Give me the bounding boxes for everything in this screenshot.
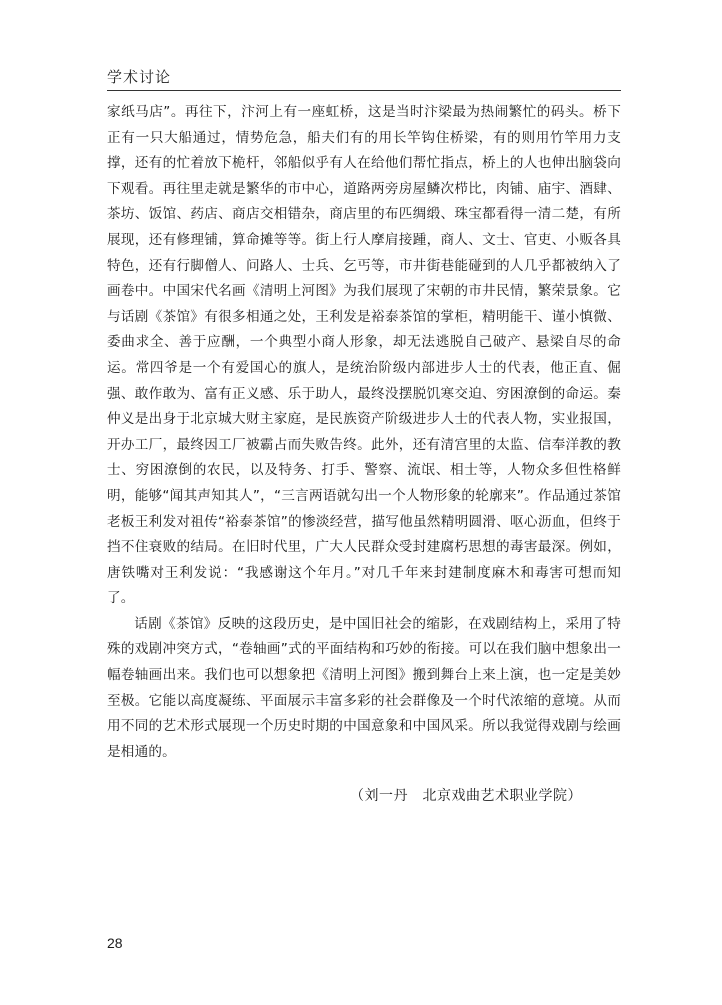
author-signature: （刘一丹 北京戏曲艺术职业学院） [350, 788, 582, 804]
paragraph: 话剧《茶馆》反映的这段历史，是中国旧社会的缩影，在戏剧结构上，采用了特殊的戏剧冲突方式，“卷轴画”式的平面结构和巧妙的衔接。可以在我们脑中想象出一幅卷轴画出来。我们也可以想象把《清明上河图》搬到舞台上来上演，也一定是美妙至极。它能以高度凝练、平面展示丰富多彩的社会群像及一个时代浓缩的意境。从而用不同的艺术形式展现一个历史时期的中国意象和中国风采。所以我觉得戏剧与绘画是相通的。 [107, 615, 621, 760]
article-body [107, 100, 621, 765]
header-rule [107, 90, 621, 91]
paragraph-continued: 家纸马店”。再往下，汴河上有一座虹桥，这是当时汴梁最为热闹繁忙的码头。桥下正有一只大船通过，情势危急，船夫们有的用长竿钩住桥梁，有的则用竹竿用力支撑，还有的忙着放下桅杆，邻船似乎有人在给他们帮忙指点，桥上的人也伸出脑袋向下观看。再往里走就是繁华的市中心，道路两旁房屋鳞次栉比，肉铺、庙宇、酒肆、茶坊、饭馆、药店、商店交相错杂，商店里的布匹绸缎、珠宝都看得一清二楚，有所展现，还有修理铺，算命摊等等。街上行人摩肩接踵，商人、文士、官吏、小贩各具特色，还有行脚僧人、问路人、士兵、乞丐等，市井街巷能碰到的人几乎都被纳入了画卷中。中国宋代名画《清明上河图》为我们展现了宋朝的市井民情，繁荣景象。它与话剧《茶馆》有很多相通之处，王利发是裕泰茶馆的掌柜，精明能干、谨小慎微、委曲求全、善于应酬，一个典型小商人形象，却无法逃脱自己破产、悬梁自尽的命运。常四爷是一个有爱国心的旗人，是统治阶级内部进步人士的代表，他正直、倔强、敢作敢为、富有正义感、乐于助人，最终没摆脱饥寒交迫、穷困潦倒的命运。秦仲义是出身于北京城大财主家庭，是民族资产阶级进步人士的代表人物，实业报国，开办工厂，最终因工厂被霸占而失败告终。此外，还有清宫里的太监、信奉洋教的教士、穷困潦倒的农民，以及特务、打手、警察、流氓、相士等，人物众多但性格鲜明，能够“闻其声知其人”，“三言两语就勾出一个人物形象的轮廓来”。作品通过茶馆老板王利发对祖传“裕泰茶馆”的惨淡经营，描写他虽然精明圆滑、呕心沥血，但终于挡不住衰败的结局。在旧时代里，广大人民群众受封建腐朽思想的毒害最深。例如，唐铁嘴对王利发说：“我感谢这个年月。”对几千年来封建制度麻木和毒害可想而知了。 [107, 104, 621, 607]
section-title: 学术讨论 [107, 68, 172, 86]
page-number: 28 [107, 935, 123, 951]
